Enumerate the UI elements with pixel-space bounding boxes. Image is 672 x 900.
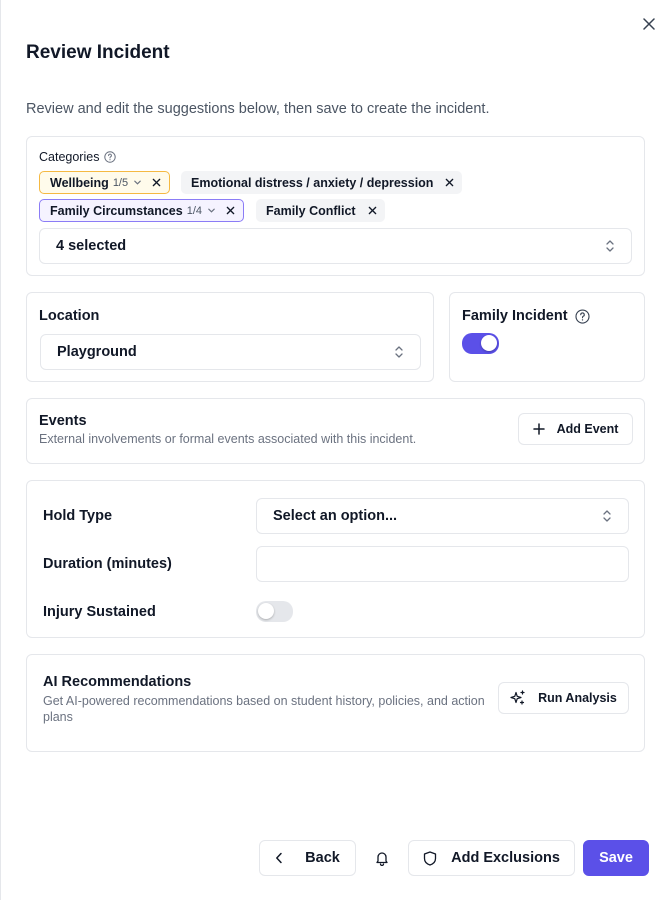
hold-type-label: Hold Type [43,508,113,524]
family-incident-toggle[interactable] [462,333,499,354]
add-event-button[interactable] [518,413,633,445]
category-chip-emotional-distress[interactable] [181,171,462,194]
add-event-label: Add Event [556,422,619,436]
chevron-up-down-icon [394,345,404,359]
events-description: External involvements or formal events associated with this incident. [39,432,417,446]
ai-recommendations-card [26,654,645,752]
events-card [26,398,645,464]
chevron-left-icon [275,852,283,864]
category-chip-family-conflict[interactable] [256,199,385,222]
duration-label: Duration (minutes) [43,556,172,572]
toggle-knob [258,603,274,619]
location-label: Location [39,308,100,324]
save-button[interactable] [583,840,649,876]
close-icon [643,18,655,30]
hold-type-placeholder: Select an option... [273,508,398,524]
injury-label: Injury Sustained [43,604,156,620]
close-button[interactable] [640,15,658,33]
events-title: Events [39,413,87,429]
toggle-knob [481,335,497,351]
run-analysis-label: Run Analysis [538,691,617,705]
chevron-down-icon[interactable] [133,178,142,187]
category-chip-family-circumstances[interactable] [39,199,244,222]
categories-select-value: 4 selected [56,238,127,254]
remove-chip-icon[interactable] [226,206,235,215]
categories-label: Categories [39,150,100,164]
notifications-button[interactable] [370,846,394,870]
back-button[interactable] [259,840,356,876]
hold-card [26,480,645,638]
remove-chip-icon[interactable] [368,206,377,215]
chip-label: Wellbeing [50,175,109,190]
chevron-down-icon[interactable] [207,206,216,215]
categories-select[interactable] [39,228,632,264]
chevron-up-down-icon [605,239,615,253]
categories-card [26,136,645,276]
chip-count: 1/5 [112,176,129,189]
chip-label: Emotional distress / anxiety / depression [191,175,434,190]
plus-icon [533,423,545,435]
help-icon[interactable] [104,151,116,163]
chevron-up-down-icon [602,509,612,523]
location-select[interactable] [40,334,421,370]
ai-description: Get AI-powered recommendations based on student history, policies, and action plans [43,694,485,724]
intro-text: Review and edit the suggestions below, then save to create the incident. [26,101,490,117]
duration-input[interactable] [256,546,629,582]
shield-icon [423,851,437,866]
page-title: Review Incident [26,42,170,63]
sparkles-icon [510,690,526,706]
add-exclusions-label: Add Exclusions [451,850,560,866]
help-icon[interactable] [575,309,590,324]
ai-title: AI Recommendations [43,674,192,690]
remove-chip-icon[interactable] [445,178,454,187]
chip-count: 1/4 [186,204,202,217]
family-incident-label: Family Incident [462,308,568,324]
add-exclusions-button[interactable] [408,840,575,876]
category-chip-wellbeing[interactable] [39,171,170,194]
injury-toggle[interactable] [256,601,293,622]
chip-label: Family Conflict [266,203,356,218]
back-label: Back [305,850,340,866]
family-incident-card [449,292,645,382]
location-select-value: Playground [57,344,137,360]
remove-chip-icon[interactable] [152,178,161,187]
location-card [26,292,434,382]
chip-label: Family Circumstances [50,203,183,218]
run-analysis-button[interactable] [498,682,629,714]
save-label: Save [599,850,633,866]
bell-icon [374,850,390,866]
hold-type-select[interactable] [256,498,629,534]
